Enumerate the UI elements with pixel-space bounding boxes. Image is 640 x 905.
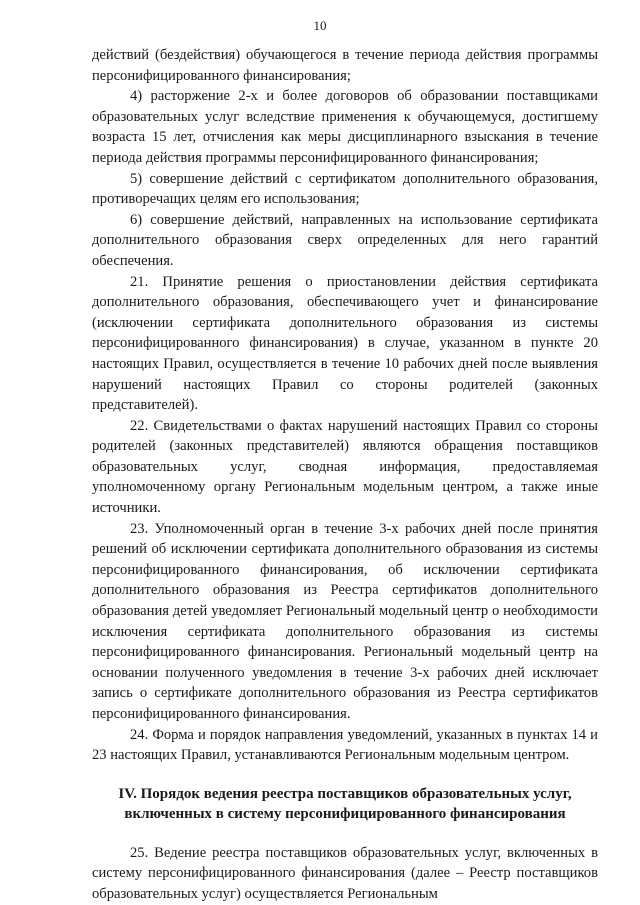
clause-25: 25. Ведение реестра поставщиков образовательных услуг, включенных в систему персонифицированного финансирования (далее – Реестр поставщиков образовательных услуг) осуществляется Региональным <box>92 844 598 902</box>
list-item-4: 4) расторжение 2-х и более договоров об образовании поставщиками образовательных услуг вследствие применения к обучающемуся, достигшему возраста 15 лет, отчисления как меры дисциплинарного взыскания в течение периода действия программы персонифицированного финансирования; <box>92 88 598 166</box>
list-item-5: 5) совершение действий с сертификатом дополнительного образования, противоречащих целям его использования; <box>92 170 598 208</box>
clause-23: 23. Уполномоченный орган в течение 3-х рабочих дней после принятия решений об исключении сертификата дополнительного образования из системы персонифицированного финансирования, об исключении сертификата дополнительного образования из Реестра сертификатов дополнительного образования детей уведомляет Региональный модельный центр о необходимости исключения сертификата дополнительного образования из системы персонифицированного финансирования. Региональный модельный центр на основании полученного уведомления в течение 3-х рабочих дней исключает запись о сертификате дополнительного образования из Реестра сертификатов персонифицированного финансирования. <box>92 520 598 722</box>
list-item-6: 6) совершение действий, направленных на использование сертификата дополнительного образования сверх определенных для него гарантий обеспечения. <box>92 211 598 269</box>
clause-24: 24. Форма и порядок направления уведомлений, указанных в пунктах 14 и 23 настоящих Правил, устанавливаются Региональным модельным центром. <box>92 726 598 764</box>
document-body <box>92 45 598 905</box>
paragraph-continuation: действий (бездействия) обучающегося в течение периода действия программы персонифицированного финансирования; <box>92 47 598 84</box>
page-number: 10 <box>313 18 327 33</box>
section-heading-line-2: включенных в систему персонифицированного финансирования <box>124 806 566 823</box>
clause-21: 21. Принятие решения о приостановлении действия сертификата дополнительного образования, обеспечивающего учет и финансирование (исключении сертификата дополнительного образования из системы персонифицированного финансирования) в случае, указанном в пункте 20 настоящих Правил, осуществляется в течение 10 рабочих дней после выявления нарушений настоящих Правил со стороны родителей (законных представителей). <box>92 273 598 414</box>
section-heading-line-1: IV. Порядок ведения реестра поставщиков образовательных услуг, <box>118 785 572 802</box>
clause-22: 22. Свидетельствами о фактах нарушений настоящих Правил со стороны родителей (законных представителей) являются обращения поставщиков образовательных услуг, сводная информация, предоставляемая уполномоченному органу Региональным модельным центром, а также иные источники. <box>92 417 598 517</box>
section-heading <box>92 784 598 825</box>
